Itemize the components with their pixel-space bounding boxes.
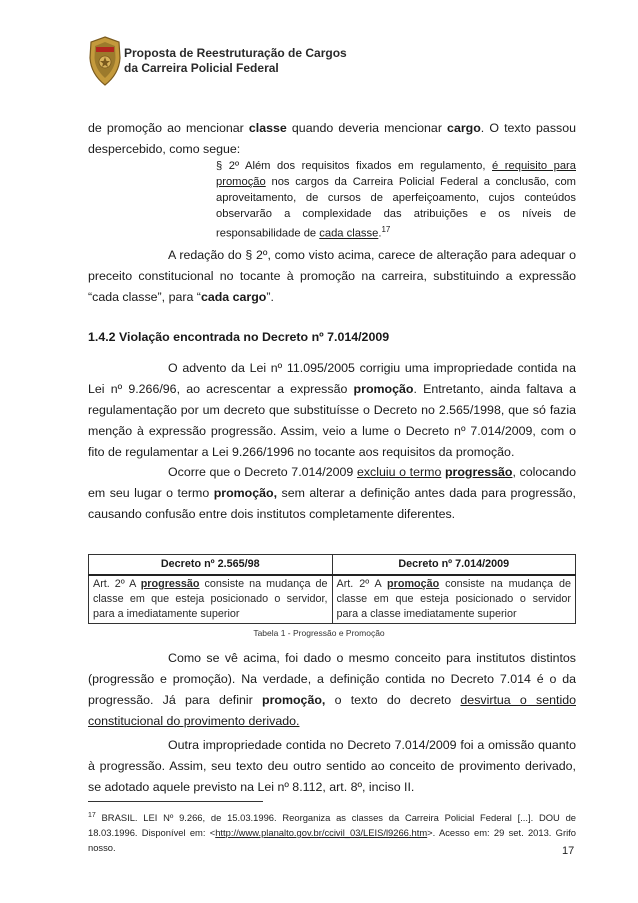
footnote-ref: 17 [381, 225, 391, 234]
bold-term: promoção [353, 382, 414, 396]
text-run: sem alterar a definição antes dada para progressão, causando confusão entre dois institutos completamente diferentes. [88, 486, 576, 521]
paragraph-2 [88, 245, 576, 308]
bold-underlined-term: progressão [444, 465, 513, 479]
text-run: nos cargos da Carreira Policial Federal a conclusão, com aproveitamento, de cursos de aperfeiçoamento, cujos conteúdos observarão a complexidade das atribuições e os níveis de responsabilidade de [216, 176, 576, 240]
underlined-phrase: desvirtua o sentido constitucional do provimento derivado. [88, 693, 576, 728]
table-cell-col1 [89, 575, 333, 624]
text-run: O advento da Lei nº 11.095/2005 corrigiu uma impropriedade contida na Lei nº 9.266/96, ao acrescentar a expressão [88, 361, 576, 396]
underlined-phrase: cada classe [319, 227, 379, 240]
table-caption: Tabela 1 - Progressão e Promoção [253, 628, 385, 638]
table-row [89, 575, 576, 624]
text-run: >. Acesso em: 29 set. 2013. Grifo nosso. [88, 827, 576, 854]
footnote-link[interactable]: http://www.planalto.gov.br/ccivil_03/LEIS/l9266.htm [215, 827, 428, 839]
bold-underlined-term: progressão [140, 578, 200, 590]
footnote-number: 17 [88, 812, 96, 819]
paragraph-5 [88, 648, 576, 732]
text-run: Como se vê acima, foi dado o mesmo conceito para institutos distintos (progressão e promoção). Na verdade, a definição contida no Decreto 7.014 é o da progressão. Já para definir [88, 651, 576, 707]
header-title-line1: Proposta de Reestruturação de Cargos [124, 46, 347, 60]
text-run: quando deveria mencionar [286, 121, 448, 135]
paragraph-3 [88, 358, 576, 463]
bold-term: promoção, [213, 486, 278, 500]
footnote [88, 808, 576, 855]
table-header-col2: Decreto nº 7.014/2009 [332, 555, 576, 576]
section-heading: 1.4.2 Violação encontrada no Decreto nº 7.014/2009 [88, 330, 390, 344]
text-run: ”. [266, 290, 274, 304]
bold-term-classe: classe [248, 121, 287, 135]
text-run: BRASIL. LEI Nº 9.266, de 15.03.1996. Reorganiza as classes da Carreira Policial Federal [...]. DOU de 18.03.1996. Disponível em: < [88, 812, 576, 839]
table-header-col1: Decreto nº 2.565/98 [89, 555, 333, 576]
text-run: . O texto passou despercebido, como segue: [88, 121, 576, 156]
paragraph-4 [88, 462, 576, 525]
police-badge-logo [88, 36, 122, 86]
bold-term: cada cargo [200, 290, 267, 304]
text-run: , colocando em seu lugar o termo [88, 465, 577, 500]
footnote-divider [88, 801, 263, 802]
table-cell-col2 [332, 575, 576, 624]
text-run: consiste na mudança de classe em que esteja posicionado o servidor para a classe imediatamente superior [336, 578, 571, 620]
text-run: de promoção ao mencionar [88, 121, 249, 135]
text-run: o texto do decreto [325, 693, 461, 707]
page-number: 17 [562, 845, 575, 857]
paragraph-6: Outra impropriedade contida no Decreto 7.014/2009 foi a omissão quanto à progressão. Assim, seu texto deu outro sentido ao conceito de provimento derivado, se adotado aquele previsto na Lei nº 8.112, art. 8º, inciso II. [88, 738, 576, 794]
bold-term: promoção, [262, 693, 326, 707]
legal-quote [216, 158, 576, 242]
page-header [88, 34, 388, 90]
text-run: consiste na mudança de classe em que esteja posicionado o servidor, para a imediatamente superior [93, 578, 328, 620]
text-run: . Entretanto, ainda faltava a regulamentação por um decreto que substituísse o Decreto no 2.565/1998, que só fazia menção à expressão progressão. Assim, veio a lume o Decreto nº 7.014/2009, com o fito de regulamentar a Lei 9.266/1996 no tocante aos requisitos da promoção. [88, 382, 576, 459]
underlined-phrase: é requisito para promoção [216, 160, 576, 188]
text-run: A redação do § 2º, como visto acima, carece de alteração para adequar o preceito constitucional no tocante à promoção na carreira, substituindo a expressão “cada classe”, para “ [88, 248, 576, 304]
bold-underlined-term: promoção [387, 578, 440, 590]
bold-term-cargo: cargo [447, 121, 481, 135]
comparison-table [88, 554, 576, 624]
text-run: Ocorre que o Decreto 7.014/2009 [168, 465, 357, 479]
text-run: Art. 2º A [336, 578, 388, 590]
header-title [124, 46, 347, 76]
paragraph-1 [88, 118, 576, 160]
text-run: Art. 2º A [93, 578, 141, 590]
header-title-line2: da Carreira Policial Federal [124, 61, 279, 75]
underlined-phrase: excluiu o termo [356, 465, 442, 479]
text-run: . [378, 227, 382, 240]
table-header-row [89, 555, 576, 576]
text-run: § 2º Além dos requisitos fixados em regulamento, [216, 160, 492, 172]
